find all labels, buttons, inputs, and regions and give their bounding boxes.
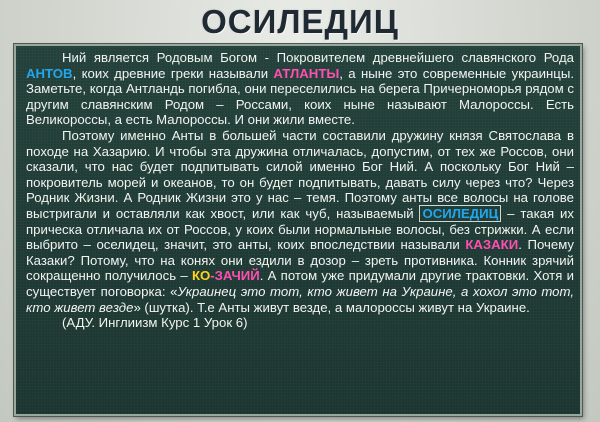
saying-italic: Украинец это тот, кто живет на Украине, а хохол это тот, кто живет везде	[26, 283, 574, 315]
text-run: , коих древние греки называли	[72, 65, 274, 81]
text-run: . Почему Казаки? Потому, что на конях они ездили в дозор – зреть противника. Конник зрячий сокращенно получилось –	[26, 237, 574, 284]
slide-title: ОСИЛЕДИЦ	[201, 3, 399, 40]
highlight-zachiy: ЗАЧИЙ	[214, 268, 260, 284]
highlight-dash: -	[210, 268, 215, 284]
highlight-oseledets: ОСИЛЕДИЦ	[419, 205, 501, 222]
highlight-ko: КО	[191, 268, 211, 284]
text-run: – такая их прическа отличала их от Россов, у коих были нормальные волосы, без стрижки. А если выбрито – оселидец, значит, это анты, коих впоследствии называли	[26, 205, 574, 253]
text-run: Ний является Родовым Богом - Покровителем древнейшего славянского Рода	[62, 50, 574, 65]
highlight-kazaki: КАЗАКИ	[465, 237, 519, 253]
body-text	[26, 50, 574, 331]
text-run: » (шутка). Т.е Анты живут везде, а малороссы живут на Украине.	[133, 299, 530, 315]
text-run: , а ныне это современные украинцы. Заметьте, когда Антландь погибла, они переселились на берега Причерноморья рядом с другим славянским Родом – Россами, коих ныне называют Малороссы. Есть Великороссы, а есть Малороссы. И они жили вместе.	[26, 65, 574, 128]
paragraph-2	[26, 128, 574, 315]
highlight-atlanty: АТЛАНТЫ	[273, 65, 340, 81]
citation: (АДУ. Инглиизм Курс 1 Урок 6)	[62, 315, 248, 331]
text-run: . А потом уже придумали другие трактовки. Хотя и существует поговорка: «	[26, 268, 574, 299]
paragraph-1	[26, 50, 574, 128]
highlight-antov: АНТОВ	[26, 65, 73, 81]
text-run: Поэтому именно Анты в большей части составили дружину князя Святослава в походе на Хазарию. И чтобы эта дружина отличалась, допустим, от тех же Россов, они сказали, что нас будет подпитывать силой именно Бог Ний. А поскольку Бог Ний – покровитель морей и океанов, то он будет подпитывать, давать силу через что? Через Родник Жизни. А Родник Жизни это у нас – темя. Поэтому анты все волосы на голове выстригали и оставляли как хвост, или как чуб, называемый	[26, 127, 574, 221]
